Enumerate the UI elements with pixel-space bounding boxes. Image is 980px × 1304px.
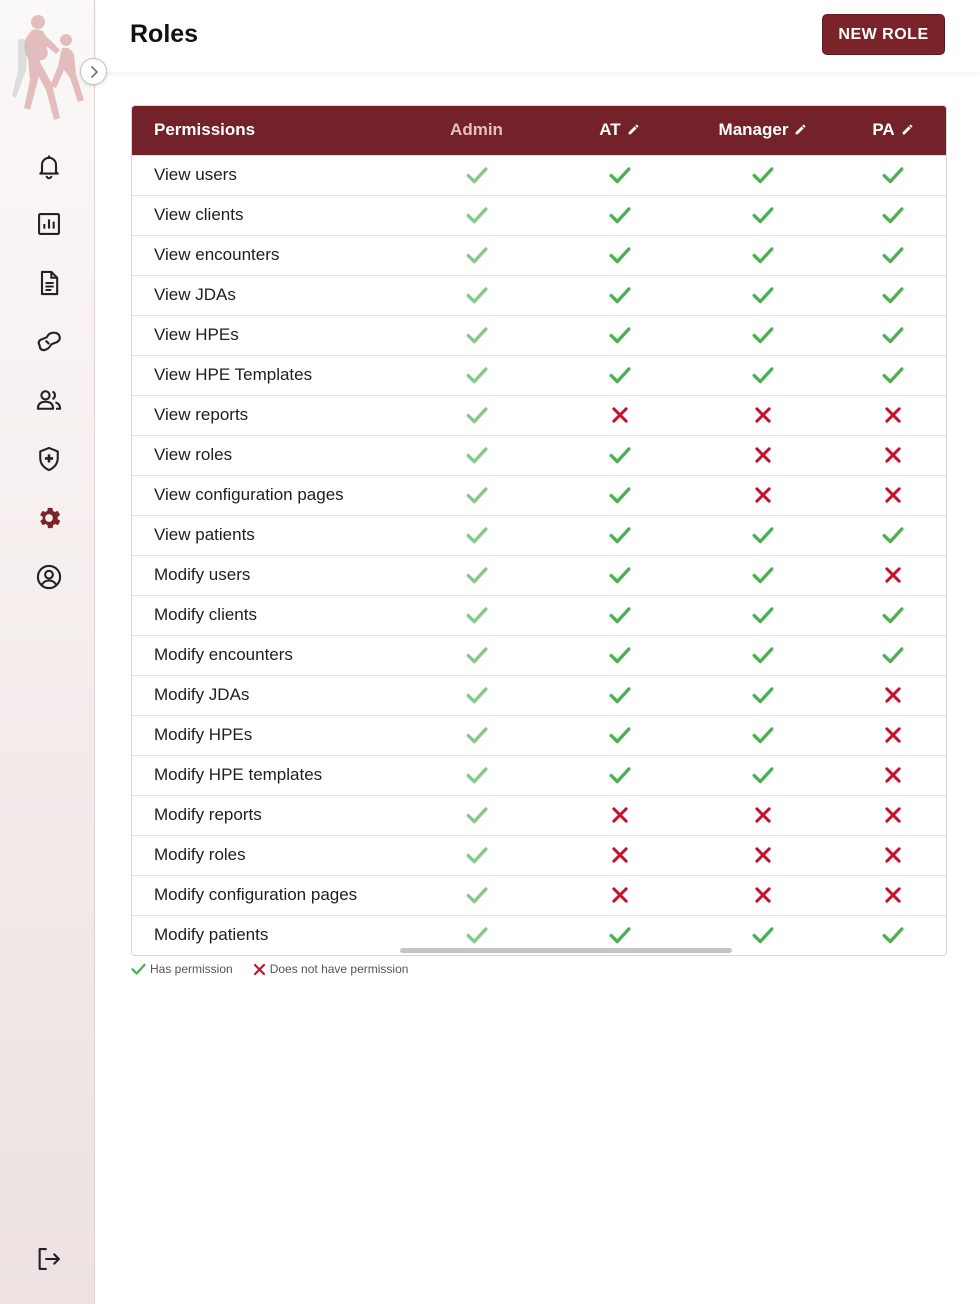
table-row <box>132 515 946 555</box>
permission-cell[interactable] <box>553 635 686 675</box>
permission-cell[interactable] <box>400 315 553 355</box>
permission-cell[interactable] <box>400 675 553 715</box>
check-icon <box>466 846 488 864</box>
permission-cell[interactable] <box>686 315 840 355</box>
sidebar-item-users[interactable] <box>33 384 65 416</box>
check-icon <box>466 206 488 224</box>
permission-cell[interactable] <box>686 635 840 675</box>
check-icon <box>609 926 631 944</box>
check-icon <box>609 246 631 264</box>
role-header-at <box>553 106 686 155</box>
logout-button[interactable] <box>33 1243 65 1275</box>
permission-label: View JDAs <box>132 275 400 315</box>
check-icon <box>466 366 488 384</box>
check-icon <box>609 286 631 304</box>
sidebar-item-security[interactable] <box>33 443 65 475</box>
permission-cell[interactable] <box>553 795 686 835</box>
shield-cross-icon <box>35 445 63 473</box>
check-icon <box>466 446 488 464</box>
permission-cell[interactable] <box>400 755 553 795</box>
permission-cell[interactable] <box>840 435 946 475</box>
permission-label: Modify HPEs <box>132 715 400 755</box>
check-icon <box>752 286 774 304</box>
permission-cell[interactable] <box>840 515 946 555</box>
table-row <box>132 595 946 635</box>
permission-cell[interactable] <box>400 155 553 195</box>
permission-cell[interactable] <box>840 395 946 435</box>
table-header-row <box>132 106 946 155</box>
table-row <box>132 155 946 195</box>
pencil-icon <box>901 123 914 136</box>
permission-cell[interactable] <box>400 835 553 875</box>
permission-cell[interactable] <box>840 155 946 195</box>
check-icon <box>466 686 488 704</box>
permission-cell[interactable] <box>840 475 946 515</box>
permission-cell[interactable] <box>686 595 840 635</box>
permission-cell[interactable] <box>840 795 946 835</box>
cross-icon <box>754 846 772 864</box>
sidebar-item-joints[interactable] <box>33 326 65 358</box>
check-icon <box>882 206 904 224</box>
role-name: AT <box>599 119 621 139</box>
permission-cell[interactable] <box>840 635 946 675</box>
cross-icon <box>754 406 772 424</box>
cross-icon <box>611 886 629 904</box>
role-header-manager <box>686 106 840 155</box>
sidebar <box>0 0 95 1304</box>
check-icon <box>466 526 488 544</box>
permission-cell[interactable] <box>840 555 946 595</box>
permission-cell[interactable] <box>553 555 686 595</box>
account-circle-icon <box>35 563 63 591</box>
role-name: PA <box>872 119 895 139</box>
check-icon <box>466 286 488 304</box>
page-title: Roles <box>130 20 199 48</box>
scrollbar-thumb[interactable] <box>400 948 732 953</box>
table-row <box>132 635 946 675</box>
table-row <box>132 795 946 835</box>
cross-icon <box>611 806 629 824</box>
check-icon <box>882 326 904 344</box>
check-icon <box>752 646 774 664</box>
permission-cell[interactable] <box>400 275 553 315</box>
permission-label: Modify patients <box>132 915 400 955</box>
permission-label: Modify HPE templates <box>132 755 400 795</box>
permissions-table <box>131 105 947 956</box>
permission-cell[interactable] <box>686 715 840 755</box>
permission-cell[interactable] <box>400 355 553 395</box>
permission-cell[interactable] <box>840 715 946 755</box>
cross-icon <box>611 846 629 864</box>
permission-cell[interactable] <box>553 835 686 875</box>
cross-icon <box>754 486 772 504</box>
permission-cell[interactable] <box>553 235 686 275</box>
permission-cell[interactable] <box>840 755 946 795</box>
check-icon <box>466 886 488 904</box>
check-icon <box>609 446 631 464</box>
permission-label: Modify encounters <box>132 635 400 675</box>
document-icon <box>35 269 63 297</box>
permission-cell[interactable] <box>553 155 686 195</box>
legend-no-permission <box>253 962 409 976</box>
check-icon <box>466 806 488 824</box>
permission-cell[interactable] <box>553 355 686 395</box>
chevron-right-icon <box>87 65 101 79</box>
permission-cell[interactable] <box>686 395 840 435</box>
permission-cell[interactable] <box>840 275 946 315</box>
table-row <box>132 355 946 395</box>
cross-icon <box>884 406 902 424</box>
legend-label: Does not have permission <box>269 962 409 976</box>
cross-icon <box>884 486 902 504</box>
table-row <box>132 435 946 475</box>
cross-icon <box>611 406 629 424</box>
table-row <box>132 875 946 915</box>
permission-label: Modify roles <box>132 835 400 875</box>
permission-cell[interactable] <box>840 595 946 635</box>
cross-icon <box>884 766 902 784</box>
check-icon <box>609 726 631 744</box>
table-row <box>132 395 946 435</box>
collapse-sidebar-button[interactable] <box>80 58 107 85</box>
permission-cell[interactable] <box>553 515 686 555</box>
check-icon <box>882 606 904 624</box>
permission-cell[interactable] <box>686 555 840 595</box>
check-icon <box>882 286 904 304</box>
check-icon <box>752 166 774 184</box>
permission-cell[interactable] <box>400 555 553 595</box>
permission-label: View patients <box>132 515 400 555</box>
check-icon <box>752 926 774 944</box>
permission-cell[interactable] <box>686 515 840 555</box>
check-icon <box>882 926 904 944</box>
cross-icon <box>754 806 772 824</box>
edit-role-button[interactable] <box>794 121 807 141</box>
table-row <box>132 475 946 515</box>
permission-cell[interactable] <box>686 675 840 715</box>
permission-cell[interactable] <box>400 435 553 475</box>
permission-label: View encounters <box>132 235 400 275</box>
check-icon <box>752 606 774 624</box>
role-header-pa <box>840 106 946 155</box>
table-row <box>132 715 946 755</box>
sidebar-item-reports[interactable] <box>33 208 65 240</box>
cross-icon <box>884 806 902 824</box>
permission-cell[interactable] <box>686 875 840 915</box>
permission-cell[interactable] <box>553 275 686 315</box>
check-icon <box>752 766 774 784</box>
permission-label: View users <box>132 155 400 195</box>
permission-cell[interactable] <box>553 675 686 715</box>
permission-cell[interactable] <box>686 155 840 195</box>
edit-role-button[interactable] <box>627 121 640 141</box>
cross-icon <box>884 846 902 864</box>
edit-role-button[interactable] <box>901 121 914 141</box>
permission-cell[interactable] <box>553 715 686 755</box>
cross-icon <box>884 886 902 904</box>
permission-cell[interactable] <box>400 635 553 675</box>
cross-icon <box>884 726 902 744</box>
permission-cell[interactable] <box>400 235 553 275</box>
permission-cell[interactable] <box>400 475 553 515</box>
permission-label: Modify reports <box>132 795 400 835</box>
cross-icon <box>884 446 902 464</box>
permission-cell[interactable] <box>553 315 686 355</box>
permission-cell[interactable] <box>686 195 840 235</box>
cross-icon <box>884 686 902 704</box>
check-icon <box>466 566 488 584</box>
permission-cell[interactable] <box>686 755 840 795</box>
permission-cell[interactable] <box>840 875 946 915</box>
table-row <box>132 275 946 315</box>
table-row <box>132 235 946 275</box>
permission-cell[interactable] <box>553 395 686 435</box>
check-icon <box>466 606 488 624</box>
sidebar-item-notifications[interactable] <box>33 150 65 182</box>
anatomy-logo <box>4 10 92 130</box>
permission-cell[interactable] <box>686 355 840 395</box>
check-icon <box>609 366 631 384</box>
gear-icon <box>35 504 63 532</box>
check-icon <box>609 166 631 184</box>
permission-cell[interactable] <box>840 315 946 355</box>
check-icon <box>609 326 631 344</box>
permission-label: Modify users <box>132 555 400 595</box>
check-icon <box>882 246 904 264</box>
users-icon <box>35 386 63 414</box>
horizontal-scrollbar[interactable] <box>131 948 947 954</box>
permissions-header: Permissions <box>132 106 400 155</box>
role-name: Admin <box>450 120 503 140</box>
permission-label: View HPE Templates <box>132 355 400 395</box>
permission-cell[interactable] <box>553 875 686 915</box>
bell-icon <box>35 152 63 180</box>
permission-label: View clients <box>132 195 400 235</box>
check-icon <box>752 686 774 704</box>
check-icon <box>609 766 631 784</box>
check-icon <box>609 206 631 224</box>
permission-cell[interactable] <box>686 235 840 275</box>
permission-cell[interactable] <box>553 755 686 795</box>
pencil-icon <box>794 123 807 136</box>
cross-icon <box>754 446 772 464</box>
table-row <box>132 835 946 875</box>
check-icon <box>609 526 631 544</box>
check-icon <box>882 526 904 544</box>
permission-label: View roles <box>132 435 400 475</box>
header <box>96 0 980 72</box>
cross-icon <box>754 886 772 904</box>
check-icon <box>131 963 146 975</box>
permission-label: View reports <box>132 395 400 435</box>
table-row <box>132 675 946 715</box>
table-body <box>132 155 946 955</box>
permission-label: Modify clients <box>132 595 400 635</box>
check-icon <box>609 686 631 704</box>
sidebar-item-settings[interactable] <box>33 502 65 534</box>
role-header-admin <box>400 106 553 155</box>
role-name: Manager <box>718 119 789 139</box>
sidebar-item-account[interactable] <box>33 561 65 593</box>
permission-cell[interactable] <box>400 395 553 435</box>
new-role-button[interactable]: NEW ROLE <box>822 14 945 55</box>
permission-cell[interactable] <box>400 875 553 915</box>
check-icon <box>466 926 488 944</box>
check-icon <box>466 246 488 264</box>
table-row <box>132 195 946 235</box>
permission-cell[interactable] <box>840 235 946 275</box>
check-icon <box>609 606 631 624</box>
permission-cell[interactable] <box>553 475 686 515</box>
sidebar-item-documents[interactable] <box>33 267 65 299</box>
permission-label: Modify configuration pages <box>132 875 400 915</box>
permission-label: View HPEs <box>132 315 400 355</box>
check-icon <box>882 366 904 384</box>
logout-icon <box>35 1245 63 1273</box>
permission-cell[interactable] <box>553 195 686 235</box>
legend-has-permission <box>131 962 233 976</box>
check-icon <box>466 726 488 744</box>
joint-icon <box>35 328 63 356</box>
check-icon <box>752 366 774 384</box>
check-icon <box>466 646 488 664</box>
check-icon <box>752 726 774 744</box>
check-icon <box>752 206 774 224</box>
legend-label: Has permission <box>150 962 233 976</box>
permission-cell[interactable] <box>400 715 553 755</box>
check-icon <box>609 566 631 584</box>
permission-cell[interactable] <box>686 835 840 875</box>
permission-cell[interactable] <box>686 795 840 835</box>
check-icon <box>752 526 774 544</box>
permission-cell[interactable] <box>686 275 840 315</box>
permission-cell[interactable] <box>686 435 840 475</box>
permission-cell[interactable] <box>553 595 686 635</box>
check-icon <box>609 646 631 664</box>
chart-icon <box>35 210 63 238</box>
permission-cell[interactable] <box>400 595 553 635</box>
permission-cell[interactable] <box>400 195 553 235</box>
permission-cell[interactable] <box>400 515 553 555</box>
legend <box>131 962 428 976</box>
table-row <box>132 755 946 795</box>
permission-label: View configuration pages <box>132 475 400 515</box>
permission-cell[interactable] <box>840 675 946 715</box>
permission-cell[interactable] <box>840 355 946 395</box>
cross-icon <box>253 963 266 976</box>
table-row <box>132 315 946 355</box>
check-icon <box>609 486 631 504</box>
pencil-icon <box>627 123 640 136</box>
check-icon <box>466 486 488 504</box>
table-row <box>132 555 946 595</box>
permission-cell[interactable] <box>400 795 553 835</box>
permission-cell[interactable] <box>840 195 946 235</box>
check-icon <box>882 646 904 664</box>
cross-icon <box>884 566 902 584</box>
check-icon <box>466 326 488 344</box>
check-icon <box>752 326 774 344</box>
permission-label: Modify JDAs <box>132 675 400 715</box>
check-icon <box>466 406 488 424</box>
check-icon <box>466 766 488 784</box>
check-icon <box>882 166 904 184</box>
check-icon <box>752 566 774 584</box>
permission-cell[interactable] <box>686 475 840 515</box>
permission-cell[interactable] <box>840 835 946 875</box>
check-icon <box>466 166 488 184</box>
permission-cell[interactable] <box>553 435 686 475</box>
check-icon <box>752 246 774 264</box>
